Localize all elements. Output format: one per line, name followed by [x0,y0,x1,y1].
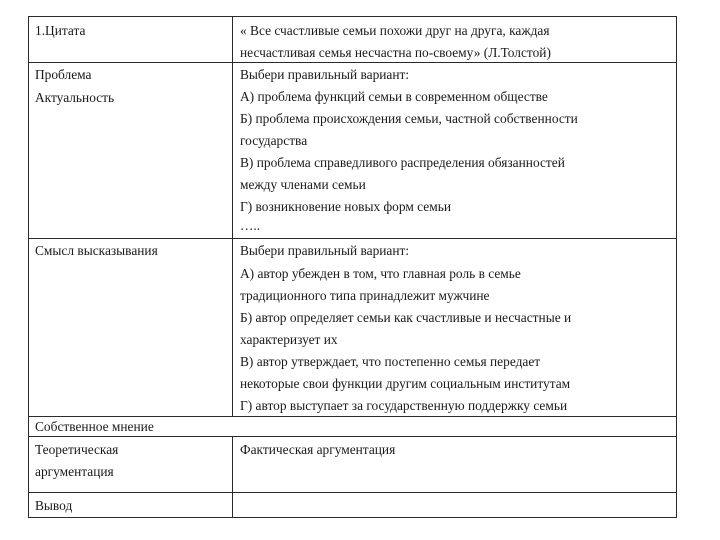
meaning-option-a: А) автор убежден в том, что главная роль в семье [240,266,521,281]
conclusion-label-cell [29,493,233,517]
problem-options-cell [233,63,676,238]
factual-argument-cell [233,437,676,492]
meaning-options-cell [233,239,676,416]
problem-option-c-cont: между членами семьи [240,177,366,192]
problem-option-d: Г) возникновение новых форм семьи [240,199,451,214]
relevance-label: Актуальность [35,90,115,105]
meaning-option-b-cont: характеризует их [240,332,338,347]
theoretical-argument-cell [29,437,233,492]
table-row-quote [28,16,677,62]
quote-label: 1.Цитата [35,23,86,38]
meaning-label-cell [29,239,233,416]
theoretical-label: Теоретическая [35,442,119,457]
quote-line-1: « Все счастливые семьи похожи друг на друга, каждая [240,23,550,38]
meaning-label: Смысл высказывания [35,243,158,258]
conclusion-label: Вывод [35,498,73,513]
meaning-prompt: Выбери правильный вариант: [240,243,410,258]
argumentation-label: аргументация [35,464,114,479]
problem-label-cell [29,63,233,238]
opinion-label: Собственное мнение [35,419,154,434]
table-row-arguments [28,436,677,492]
meaning-option-c: В) автор утверждает, что постепенно семья передает [240,354,541,369]
problem-option-c: В) проблема справедливого распределения обязанностей [240,155,565,170]
quote-text-cell [233,17,676,62]
problem-ellipsis: ….. [240,218,261,233]
meaning-option-a-cont: традиционного типа принадлежит мужчине [240,288,490,303]
meaning-option-c-cont: некоторые свои функции другим социальным институтам [240,376,571,391]
factual-label: Фактическая аргументация [240,442,396,457]
table-row-conclusion [28,492,677,518]
problem-prompt: Выбери правильный вариант: [240,67,410,82]
table-row-meaning [28,238,677,416]
quote-label-cell [29,17,233,62]
problem-option-b-cont: государства [240,133,308,148]
table-row-opinion [28,416,677,436]
quote-line-2: несчастливая семья несчастна по-своему» (Л.Толстой) [240,45,551,60]
problem-option-b: Б) проблема происхождения семьи, частной собственности [240,111,578,126]
conclusion-value-cell [233,493,676,517]
meaning-option-d: Г) автор выступает за государственную поддержку семьи [240,398,568,413]
problem-option-a: А) проблема функций семьи в современном обществе [240,89,548,104]
meaning-option-b: Б) автор определяет семьи как счастливые и несчастные и [240,310,572,325]
problem-label: Проблема [35,67,92,82]
table-row-problem [28,62,677,238]
